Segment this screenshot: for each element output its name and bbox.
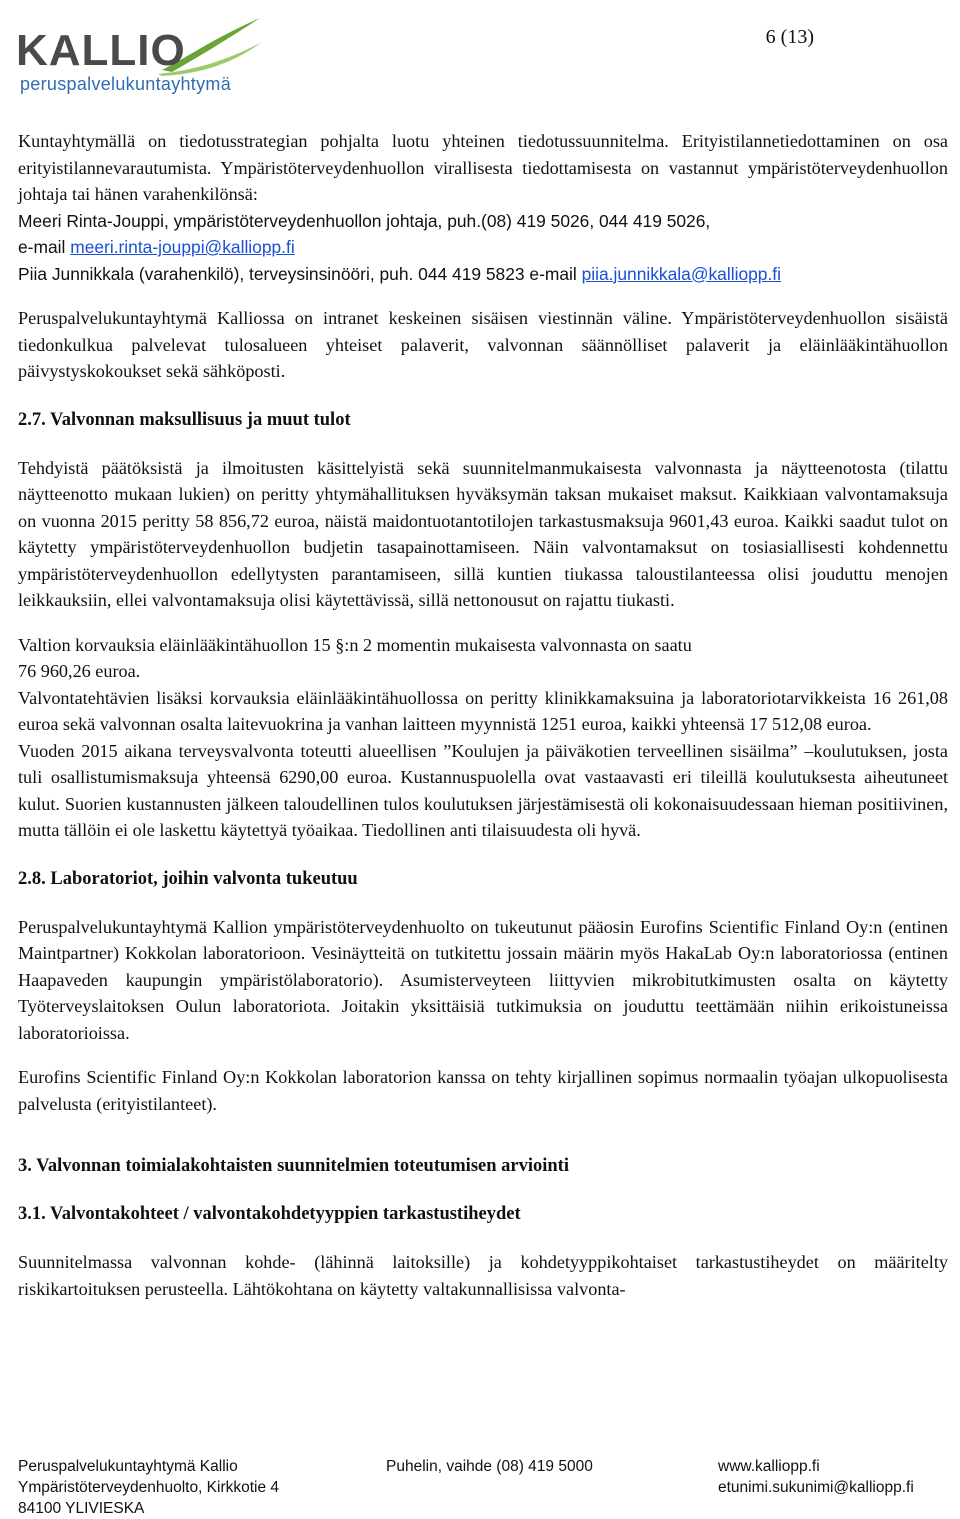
para-state-compensation-line1: Valtion korvauksia eläinlääkintähuollon 15 §:n 2 momentin mukaisesta valvonnasta on saatu [18,634,692,655]
logo-name: KALLIO [16,26,186,75]
para-state-compensation-line2: 76 960,26 euroa. [18,661,141,681]
para-eurofins-agreement: Eurofins Scientific Finland Oy:n Kokkolan laboratorion kanssa on tehty kirjallinen sopimus normaalin työajan ulkopuolisesta palvelusta (erityistilanteet). [18,1067,948,1114]
footer-org: Peruspalvelukuntayhtymä Kallio [18,1458,238,1475]
para-laboratories: Peruspalvelukuntayhtymä Kallion ympäristöterveydenhuolto on tukeutunut pääosin Eurofins Scientific Finland Oy:n (entinen Maintpartner) Kokkolan laboratorioon. Vesinäytteitä on tutkitettu jossain määrin myös HakaLab Oy:n laboratoriossa (entinen Haapaveden kaupungin ympäristölaboratorio). Asumisterveyteen liittyvien mikrobitutkimusten osalta on käytetty Työterveyslaitoksen Oulun laboratoriota. Joitakin yksittäisiä tutkimuksia on jouduttu teettämään niihin erikoistuneissa laboratorioissa. [18,916,948,1043]
document-body [18,128,948,1302]
contact-piia [18,261,948,288]
footer-web-column [718,1456,914,1498]
footer-postal: 84100 YLIVIESKA [18,1500,145,1517]
footer-phone: Puhelin, vaihde (08) 419 5000 [386,1458,593,1475]
para-training: Vuoden 2015 aikana terveysvalvonta toteutti alueellisen ”Koulujen ja päiväkotien terveellinen sisäilma” –koulutuksen, josta tuli osallistumismaksuja yhteensä 6290,00 euroa. Kustannuspuolella ovat vastaavasti eri tileillä koulutuksesta aiheutuneet kulut. Suorien kustannusten jälkeen taloudellinen tulos koulutuksen järjestämisestä oli kokonaisuudessaan hieman positiivinen, mutta tällöin ei ole laskettu käytettyä työaikaa. Tiedollinen anti tilaisuudesta oli hyvä. [18,740,948,840]
footer-address-column [18,1456,279,1519]
footer-website[interactable]: www.kalliopp.fi [718,1458,820,1475]
page-number: 6 (13) [765,26,814,48]
logo-subtitle: peruspalvelukuntayhtymä [20,74,232,94]
footer-unit-address: Ympäristöterveydenhuolto, Kirkkotie 4 [18,1479,280,1496]
para-fees: Tehdyistä päätöksistä ja ilmoitusten käsittelyistä sekä suunnitelmanmukaisesta valvonnasta ja näytteenotosta (tilattu näytteenotto mukaan lukien) on peritty yhtymähallituksen hyväksymän taksan mukaiset maksut. Kaikkiaan valvontamaksuja on vuonna 2015 peritty 58 856,72 euroa, näistä maidontuotantotilojen tarkastusmaksuja 9601,43 euroa. Kaikki saadut tulot on käytetty ympäristöterveydenhuollon budjetin tasapainottamiseen. Näin valvontamaksut on tosiasiallisesti kohdennettu ympäristöterveydenhuollon edellytysten parantamiseen, sillä kuntien tiukassa taloustilanteessa olisi jouduttu menojen leikkauksiin, ellei valvontamaksuja olisi käytettävissä, sillä nettonousut on rajattu tiukasti. [18,457,948,610]
para-clinic-fees: Valvontatehtävien lisäksi korvauksia eläinlääkintähuollossa on peritty klinikkamaksuina ja laboratoriotarvikkeista 16 261,08 euroa sekä valvonnan osalta laitevuokrina ja vanhan laitteen myynnistä 1251 euroa, kaikki yhteensä 17 512,08 euroa. [18,687,948,734]
contact-piia-text: Piia Junnikkala (varahenkilö), terveysinsinööri, puh. 044 419 5823 e-mail [18,263,577,284]
email-label: e-mail [18,237,66,257]
meeri-email-link[interactable]: meeri.rinta-jouppi@kalliopp.fi [70,237,295,257]
heading-2-8: 2.8. Laboratoriot, joihin valvonta tukeutuu [18,868,358,889]
heading-2-7: 2.7. Valvonnan maksullisuus ja muut tulot [18,409,351,430]
heading-3: 3. Valvonnan toimialakohtaisten suunnitelmien toteutumisen arviointi [18,1156,569,1176]
para-communication-plan: Kuntayhtymällä on tiedotusstrategian pohjalta luotu yhteinen tiedotussuunnitelma. Erityistilannetiedottaminen on osa erityistilannevarautumista. Ympäristöterveydenhuollon virallisesta tiedottamisesta on vastannut ympäristöterveydenhuollon johtaja tai hänen varahenkilönsä: [18,131,948,204]
contact-meeri [18,208,948,235]
para-inspection-frequency: Suunnitelmassa valvonnan kohde- (lähinnä laitoksille) ja kohdetyyppikohtaiset tarkastustiheydet on määritelty riskikartoituksen perusteella. Lähtökohtana on käytetty valtakunnallisissa valvonta- [18,1252,948,1299]
kallio-logo [6,8,266,98]
footer-email[interactable]: etunimi.sukunimi@kalliopp.fi [718,1479,914,1496]
contact-meeri-text: Meeri Rinta-Jouppi, ympäristöterveydenhuollon johtaja, puh.(08) 419 5026, 044 419 5026, [18,210,711,231]
contact-meeri-email-line [18,234,948,261]
heading-3-1: 3.1. Valvontakohteet / valvontakohdetyyppien tarkastustiheydet [18,1204,521,1224]
piia-email-link[interactable]: piia.junnikkala@kalliopp.fi [581,263,781,284]
para-intranet: Peruspalvelukuntayhtymä Kalliossa on intranet keskeinen sisäisen viestinnän väline. Ympäristöterveydenhuollon sisäistä tiedonkulkua palvelevat tulosalueen yhteiset palaverit, valvonnan säännölliset palaverit ja eläinlääkintähuollon päivystyskokoukset sekä sähköposti. [18,308,948,381]
footer-phone-column [386,1456,593,1477]
